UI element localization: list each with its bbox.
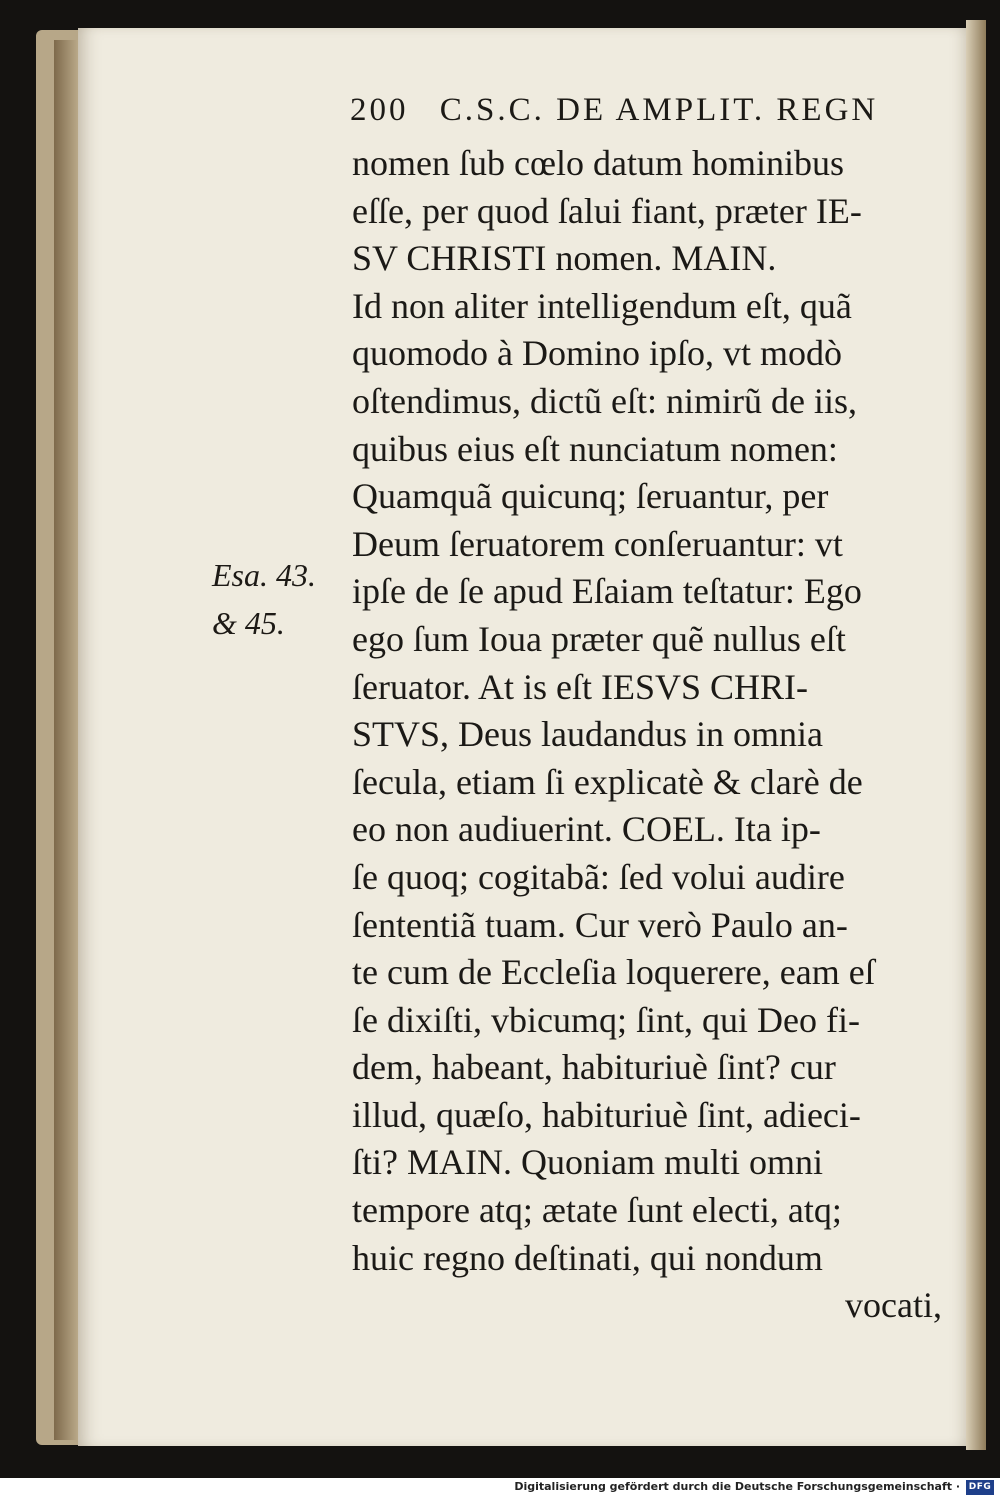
funding-credit: Digitalisierung gefördert durch die Deutsche Forschungsgemeinschaft · xyxy=(514,1480,960,1493)
footer-bar xyxy=(0,1478,1000,1499)
text-line: Deum ſeruatorem conſeruantur: vt xyxy=(352,523,843,564)
text-line: illud, quæſo, habituriuè ſint, adieci- xyxy=(352,1094,861,1135)
running-title: C.S.C. DE AMPLIT. REGN xyxy=(439,92,879,128)
text-line: nomen ſub cœlo datum hominibus xyxy=(352,143,844,183)
text-line: huic regno deſtinati, qui nondum xyxy=(352,1237,823,1278)
text-line: ſeruator. At is eſt IESVS CHRI- xyxy=(352,666,808,707)
text-line: ſe dixiſti, vbicumq; ſint, qui Deo fi- xyxy=(352,999,860,1040)
text-line: ſententiã tuam. Cur verò Paulo an- xyxy=(352,904,848,945)
text-line: ſecula, etiam ſi explicatè & clarè de xyxy=(352,761,863,802)
text-line: SV CHRISTI nomen. MAIN. xyxy=(352,238,777,279)
main-text xyxy=(352,140,952,1330)
margin-note-line: & 45. xyxy=(212,604,285,641)
text-line: ipſe de ſe apud Eſaiam teſtatur: Ego xyxy=(352,571,862,612)
text-line: ſti? MAIN. Quoniam multi omni xyxy=(352,1142,823,1183)
text-line: Id non aliter intelligendum eſt, quã xyxy=(352,285,852,326)
text-line: eſſe, per quod ſalui fiant, præter IE- xyxy=(352,190,862,231)
text-line: quomodo à Domino ipſo, vt modò xyxy=(352,333,842,374)
text-line: ſe quoq; cogitabã: ſed volui audire xyxy=(352,856,845,897)
dfg-logo: DFG xyxy=(966,1480,994,1495)
running-head xyxy=(350,92,940,129)
margin-note xyxy=(212,552,342,647)
text-line: dem, habeant, habituriuè ſint? cur xyxy=(352,1047,836,1088)
page-fore-edge xyxy=(966,20,986,1450)
margin-note-line: Esa. 43. xyxy=(212,557,316,593)
text-line: STVS, Deus laudandus in omnia xyxy=(352,714,823,755)
text-line: ego ſum Ioua præter quẽ nullus eſt xyxy=(352,618,846,659)
catchword: vocati, xyxy=(845,1285,942,1326)
page-number: 200 xyxy=(350,92,409,128)
text-line: te cum de Eccleſia loquerere, eam eſ xyxy=(352,952,875,993)
text-line: eo non audiuerint. COEL. Ita ip- xyxy=(352,809,821,850)
text-line: quibus eius eſt nunciatum nomen: xyxy=(352,428,838,469)
text-line: oſtendimus, dictũ eſt: nimirũ de iis, xyxy=(352,380,857,421)
text-line: Quamquã quicunq; ſeruantur, per xyxy=(352,476,829,517)
text-line: tempore atq; ætate ſunt electi, atq; xyxy=(352,1190,842,1231)
